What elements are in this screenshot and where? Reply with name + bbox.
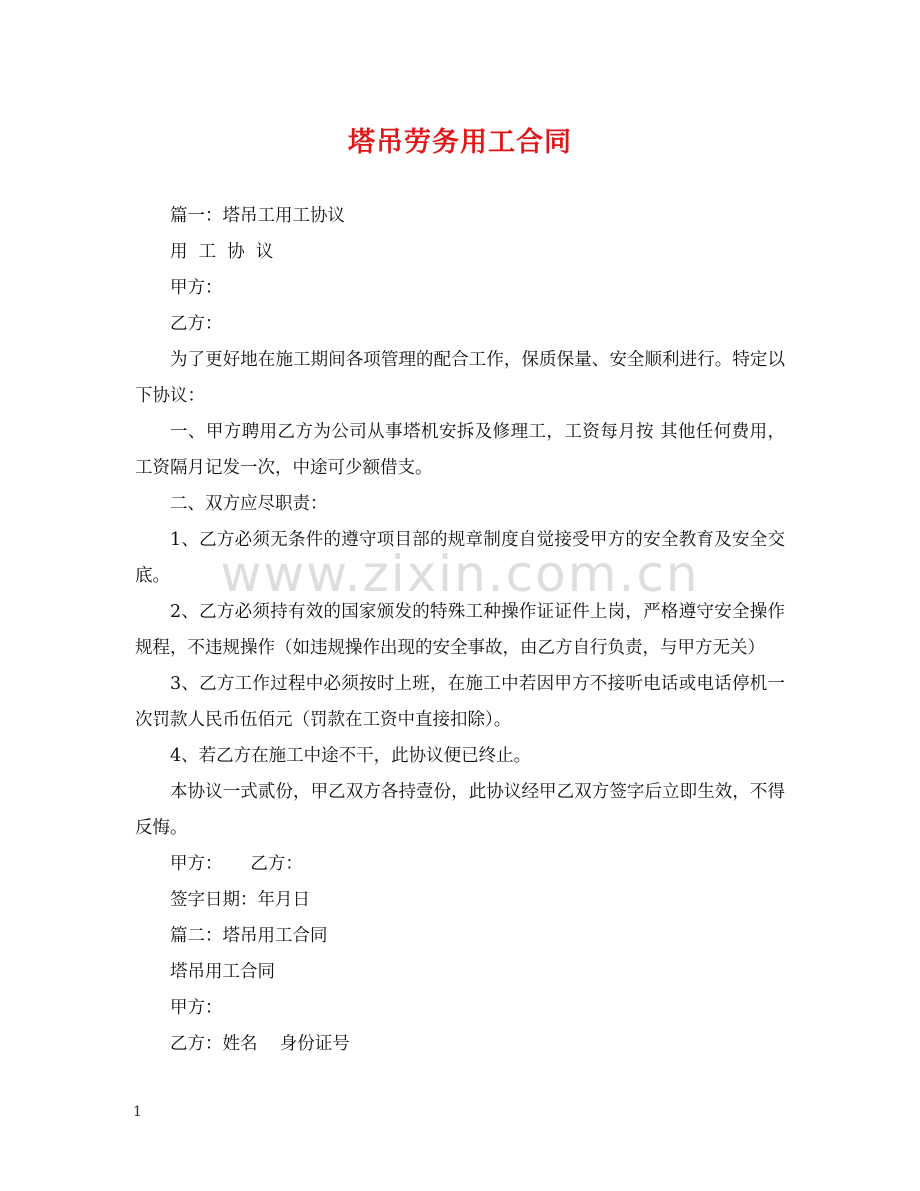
paragraph: 塔吊用工合同: [170, 962, 275, 982]
paragraph: 甲方： 乙方：: [170, 854, 303, 874]
paragraph: 篇二：塔吊用工合同: [170, 926, 328, 946]
paragraph: 乙方：姓名 身份证号: [170, 1034, 350, 1054]
paragraph: 用 工 协 议: [170, 242, 274, 262]
paragraph: 签字日期：年月日: [170, 890, 310, 910]
paragraph: 3、乙方工作过程中必须按时上班，在施工中若因甲方不接听电话或电话停机一次罚款人民币伍佰元（罚款在工资中直接扣除）。: [135, 674, 785, 730]
paragraph: 本协议一式贰份，甲乙双方各持壹份，此协议经甲乙双方签字后立即生效，不得反悔。: [135, 782, 785, 838]
paragraph: 为了更好地在施工期间各项管理的配合工作，保质保量、安全顺利进行。特定以下协议：: [135, 350, 785, 406]
paragraph: 甲方：: [170, 998, 223, 1018]
paragraph: 二、双方应尽职责：: [170, 494, 328, 514]
paragraph: 篇一：塔吊工用工协议: [170, 206, 345, 226]
document-body: [135, 198, 785, 1062]
paragraph: 1、乙方必须无条件的遵守项目部的规章制度自觉接受甲方的安全教育及安全交底。: [135, 530, 785, 586]
watermark: www.zixin.com.cn: [220, 545, 700, 603]
document-title: 塔吊劳务用工合同: [348, 127, 572, 158]
paragraph: 甲方：: [170, 278, 223, 298]
paragraph: 乙方：: [170, 314, 223, 334]
page-number: 1: [133, 1104, 142, 1120]
paragraph: 2、乙方必须持有效的国家颁发的特殊工种操作证证件上岗，严格遵守安全操作规程，不违规操作（如违规操作出现的安全事故，由乙方自行负责，与甲方无关）: [135, 602, 785, 658]
paragraph: 一、甲方聘用乙方为公司从事塔机安拆及修理工，工资每月按 其他任何费用，工资隔月记发一次，中途可少额借支。: [135, 422, 785, 478]
paragraph: 4、若乙方在施工中途不干，此协议便已终止。: [170, 746, 532, 766]
